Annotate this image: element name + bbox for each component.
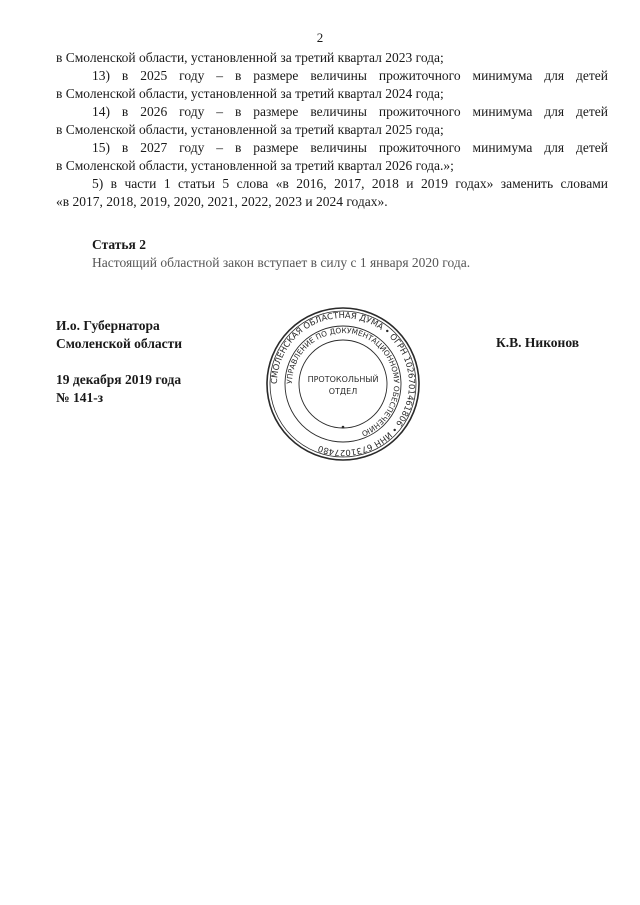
paragraph-item-5: 5) в части 1 статьи 5 слова «в 2016, 2017, 2018 и 2019 годах» заменить словами — [92, 176, 608, 191]
paragraph-item-14: 14) в 2026 году – в размере величины прожиточного минимума для детей — [92, 104, 608, 119]
law-number: № 141-з — [56, 390, 104, 405]
paragraph-line: в Смоленской области, установленной за третий квартал 2023 года; — [56, 50, 444, 65]
article-title: Статья 2 — [92, 237, 146, 252]
signer-position: И.о. Губернатора — [56, 318, 160, 333]
seal-center-line1: ПРОТОКОЛЬНЫЙ — [307, 375, 379, 384]
paragraph-line — [56, 67, 608, 85]
paragraph-item-15: 15) в 2027 году – в размере величины прожиточного минимума для детей — [92, 140, 608, 155]
seal-center-line2: ОТДЕЛ — [328, 387, 358, 396]
signature-block — [56, 317, 182, 407]
law-body-text — [56, 49, 608, 211]
seal-inner-ring — [299, 340, 387, 428]
paragraph-item-13: 13) в 2025 году – в размере величины прожиточного минимума для детей — [92, 68, 608, 83]
paragraph-line: в Смоленской области, установленной за третий квартал 2026 года.»; — [56, 158, 454, 173]
signing-date: 19 декабря 2019 года — [56, 372, 182, 387]
article-text: Настоящий областной закон вступает в силу с 1 января 2020 года. — [92, 255, 471, 270]
paragraph-line — [56, 175, 608, 193]
seal-inner-text: УПРАВЛЕНИЕ ПО ДОКУМЕНТАЦИОННОМУ ОБЕСПЕЧЕНИЮ — [284, 325, 402, 439]
signer-name: К.В. Никонов — [496, 335, 580, 350]
paragraph-line — [56, 139, 608, 157]
page-number: 2 — [316, 30, 324, 45]
seal-dot — [342, 426, 345, 429]
article-2 — [92, 236, 612, 272]
seal-outer-text: СМОЛЕНСКАЯ ОБЛАСТНАЯ ДУМА • ОГРН 1026701461806 • ИНН 6731027480 — [268, 309, 418, 459]
official-seal-stamp — [263, 304, 423, 464]
paragraph-line: в Смоленской области, установленной за третий квартал 2025 года; — [56, 122, 444, 137]
signer-region: Смоленской области — [56, 336, 183, 351]
paragraph-line — [56, 103, 608, 121]
paragraph-line: в Смоленской области, установленной за третий квартал 2024 года; — [56, 86, 444, 101]
paragraph-line: «в 2017, 2018, 2019, 2020, 2021, 2022, 2023 и 2024 годах». — [56, 194, 388, 209]
